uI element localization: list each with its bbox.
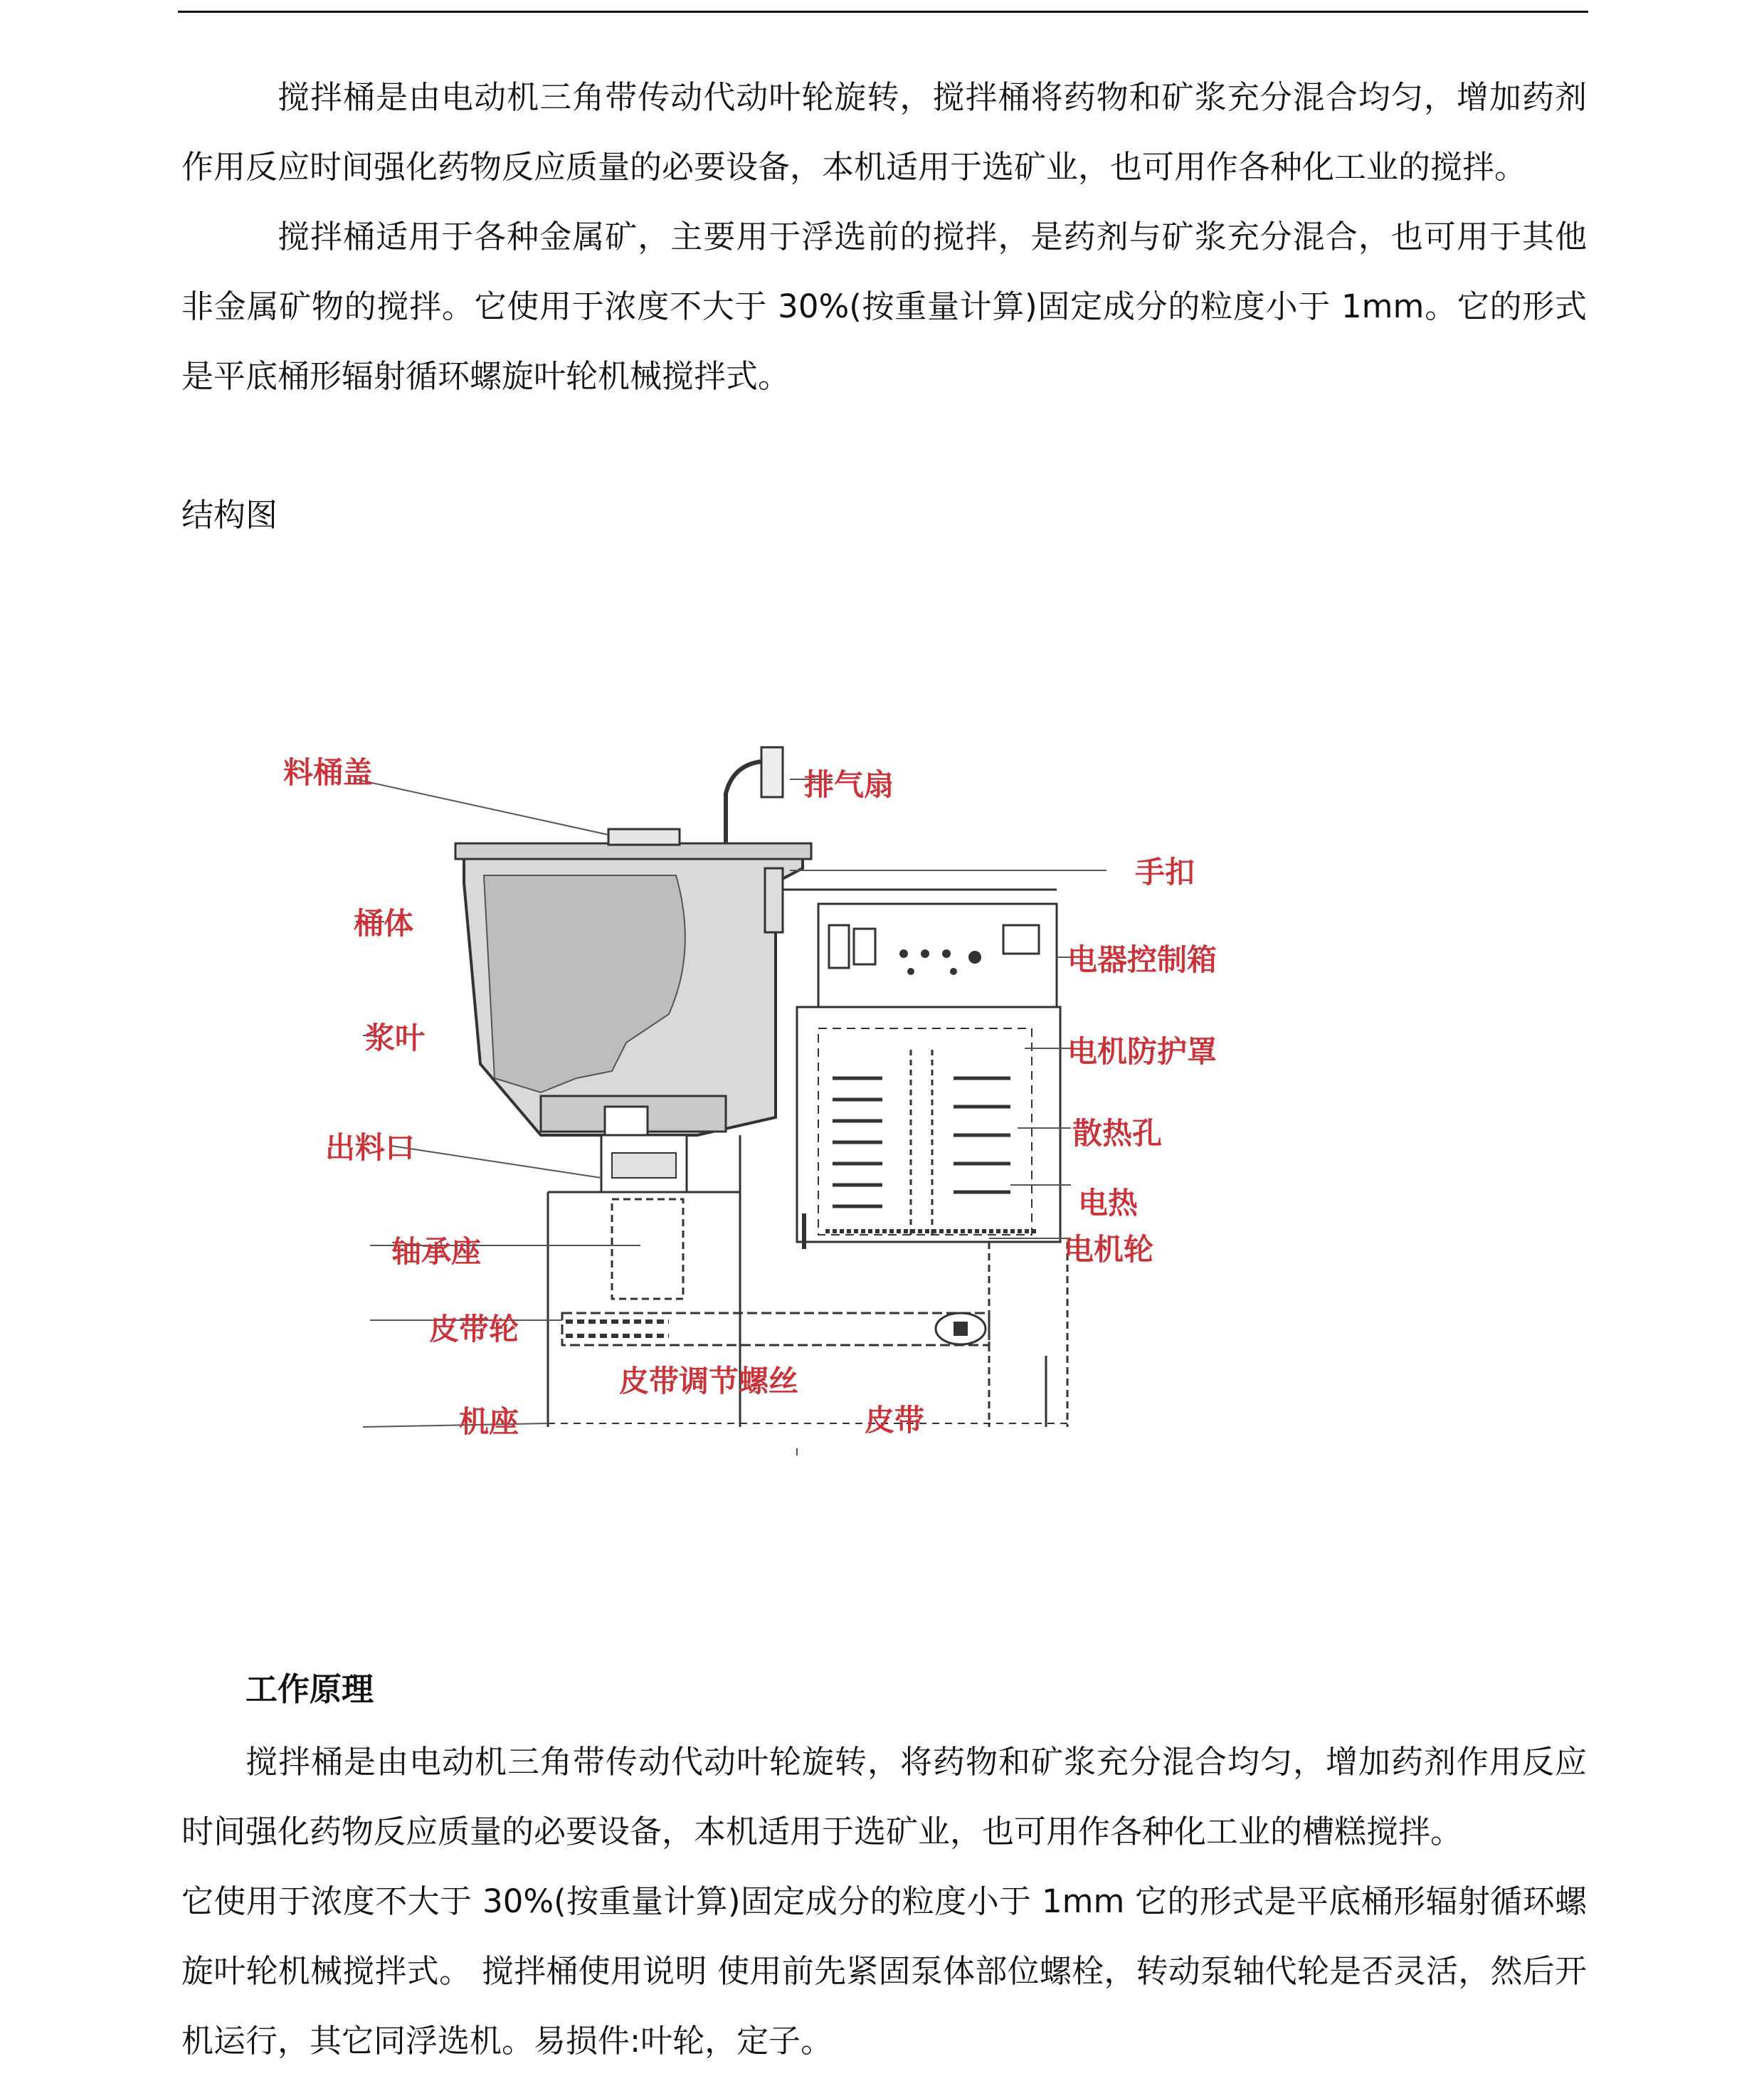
label-heater: 电热 [1078,1186,1139,1221]
intro-paragraph-2: 搅拌桶适用于各种金属矿，主要用于浮选前的搅拌，是药剂与矿浆充分混合，也可用于其他非金属矿物的搅拌。它使用于浓度不大于 30%(按重量计算)固定成分的粒度小于 1mm。它的形式是平底桶形辐射循环螺旋叶轮机械搅拌式。 [181,218,1587,395]
label-bearing-seat: 轴承座 [391,1234,482,1269]
label-motor-cover: 电机防护罩 [1067,1034,1218,1069]
label-belt: 皮带 [865,1403,925,1438]
mixer-structure-illustration [242,708,1316,1470]
label-belt-pulley: 皮带轮 [429,1312,519,1347]
label-lid: 料桶盖 [283,755,374,790]
label-exhaust-fan: 排气扇 [804,767,894,802]
barrel-drawing [455,747,811,1135]
label-electrical-box: 电器控制箱 [1067,942,1218,977]
label-handle: 手扣 [1135,855,1195,890]
structure-heading: 结构图 [181,496,278,534]
label-barrel: 桶体 [354,906,414,941]
label-motor-wheel: 电机轮 [1064,1232,1154,1267]
principle-heading: 工作原理 [245,1670,374,1708]
control-box-drawing [783,890,1057,1007]
label-vents: 散热孔 [1072,1116,1163,1151]
label-outlet: 出料口 [325,1130,416,1165]
label-base: 机座 [459,1404,519,1439]
motor-cover-drawing [797,1007,1060,1242]
structure-diagram [242,708,1316,1470]
label-belt-screw: 皮带调节螺丝 [619,1364,799,1398]
header-rule [178,11,1588,13]
principle-paragraph-1: 搅拌桶是由电动机三角带传动代动叶轮旋转，将药物和矿浆充分混合均匀，增加药剂作用反应时间强化药物反应质量的必要设备，本机适用于选矿业，也可用作各种化工业的槽糕搅拌。 [181,1743,1587,1850]
intro-paragraph-1: 搅拌桶是由电动机三角带传动代动叶轮旋转，搅拌桶将药物和矿浆充分混合均匀，增加药剂作用反应时间强化药物反应质量的必要设备，本机适用于选矿业，也可用作各种化工业的搅拌。 [181,78,1587,186]
label-paddle: 浆叶 [365,1021,426,1055]
principle-paragraph-2: 它使用于浓度不大于 30%(按重量计算)固定成分的粒度小于 1mm 它的形式是平底桶形辐射循环螺旋叶轮机械搅拌式。 搅拌桶使用说明 使用前先紧固泵体部位螺栓，转动泵轴代轮是否灵活，然后开机运行，其它同浮选机。易损件:叶轮，定子。 [181,1882,1587,2060]
